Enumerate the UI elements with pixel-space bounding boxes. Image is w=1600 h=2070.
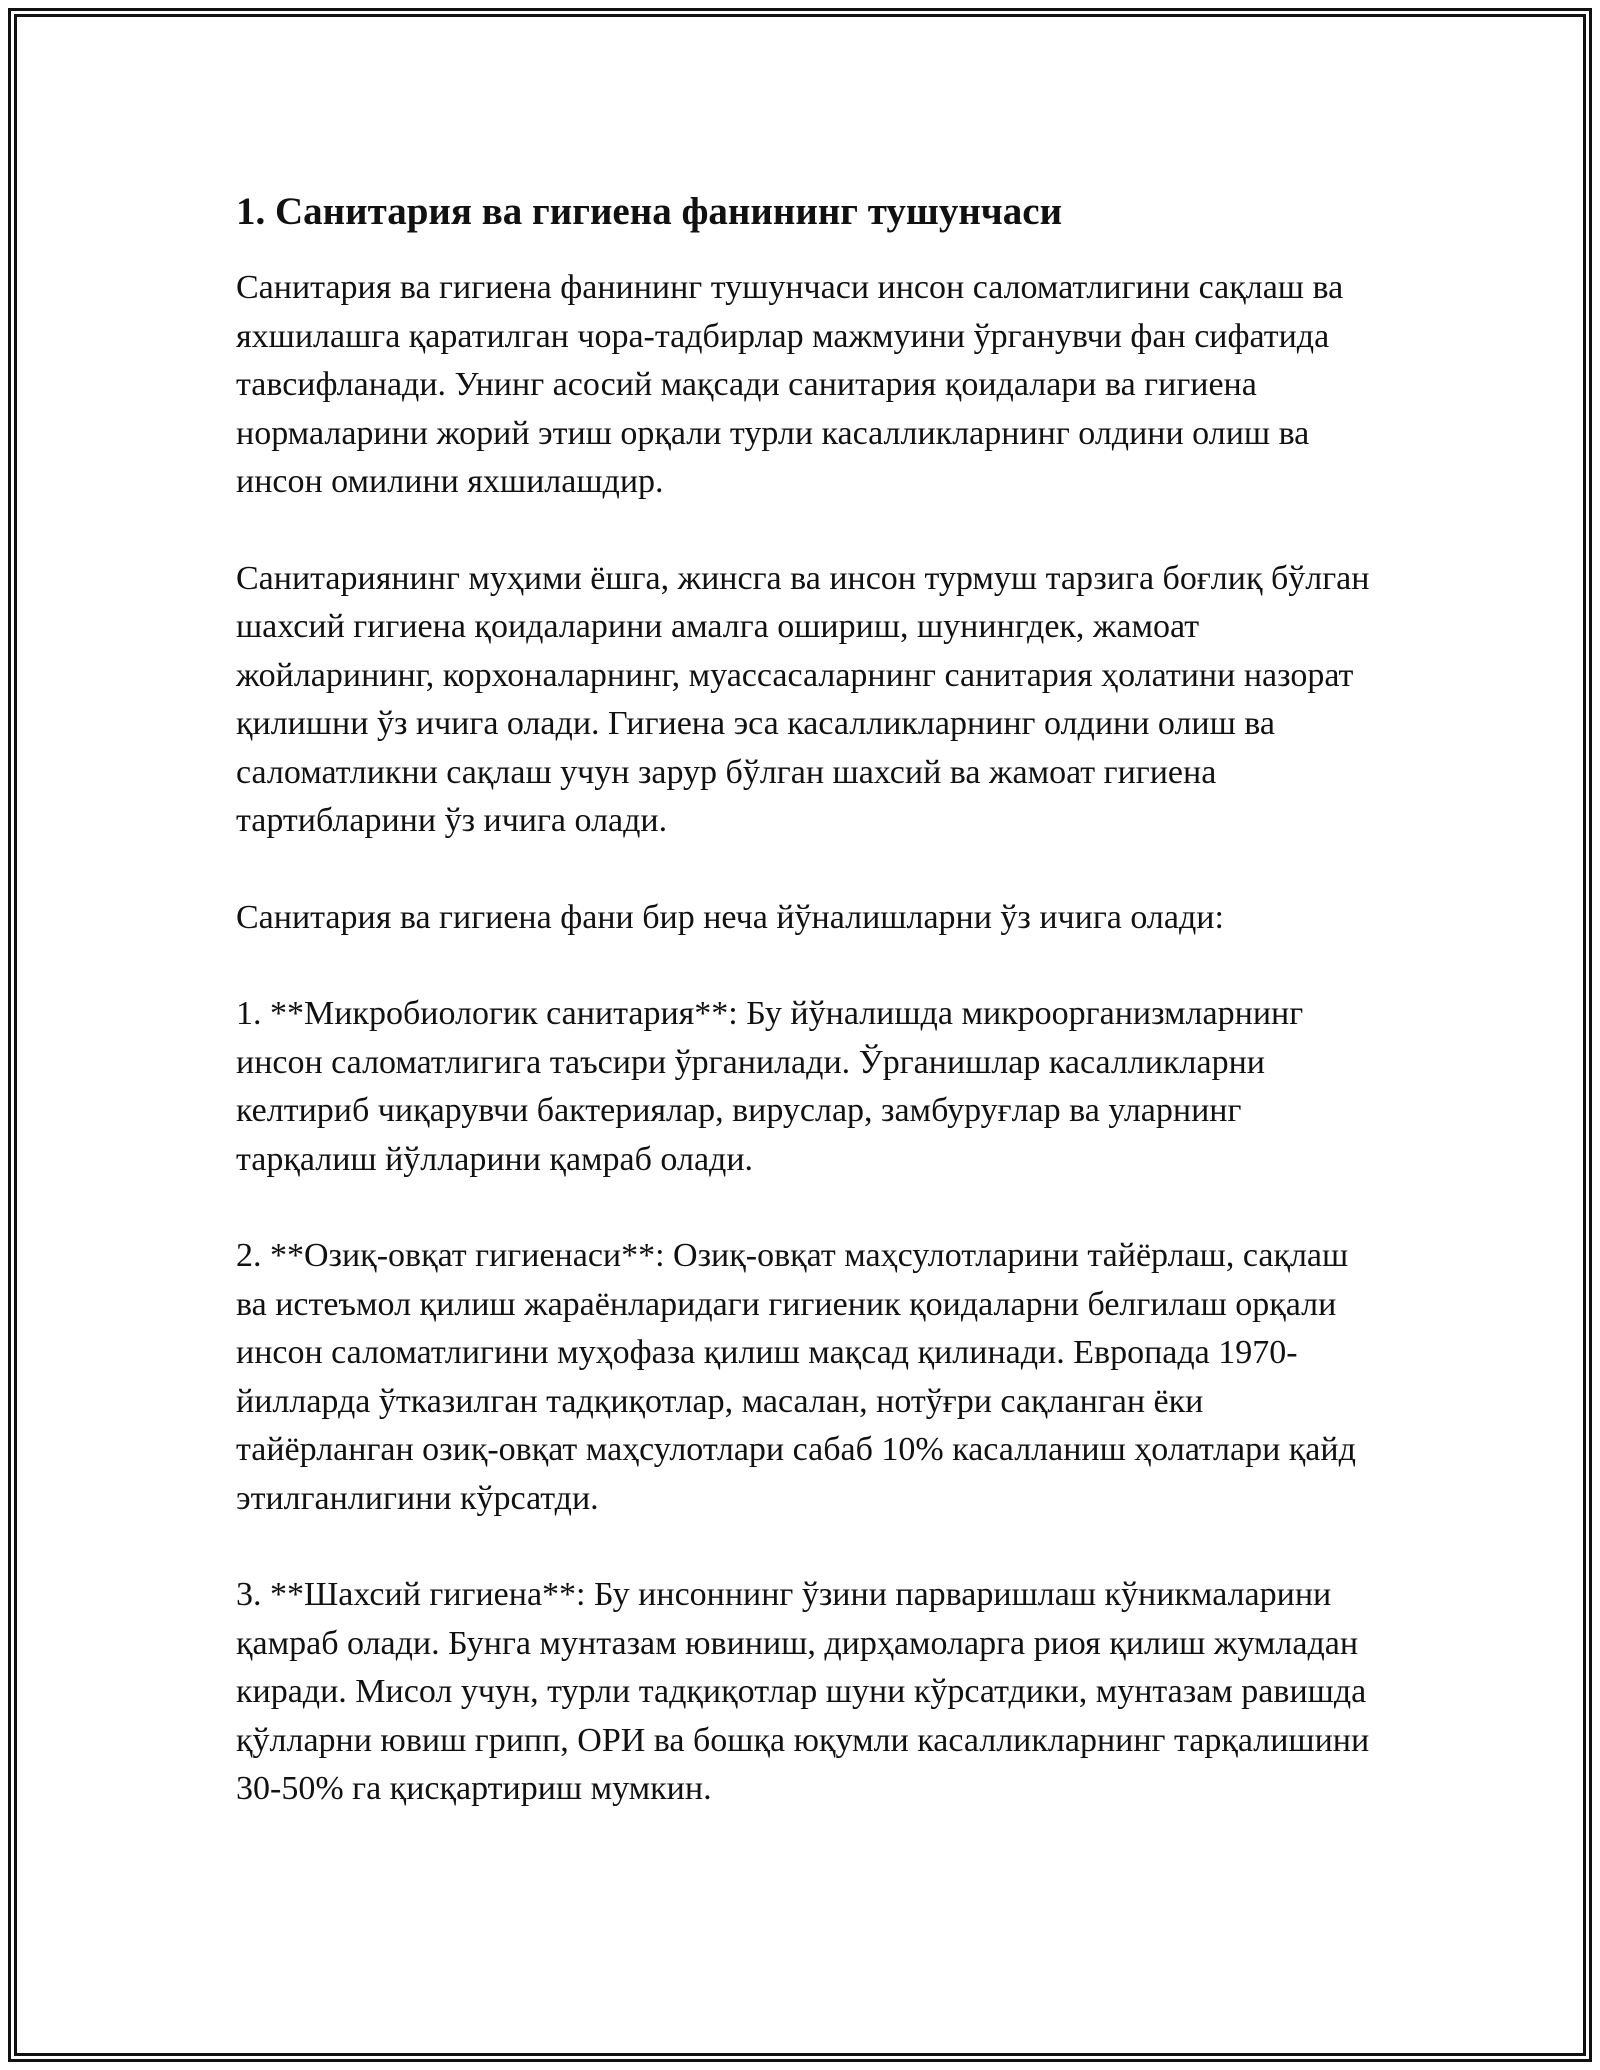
paragraph-sanitation-scope: Санитариянинг муҳими ёшга, жинсга ва инсон турмуш тарзига боғлиқ бўлган шахсий гигиена қоидаларини амалга ошириш, шунингдек, жамоат жойларининг, корхоналарнинг, муассасаларнинг санитария ҳолатини назорат қилишни ўз ичига олади. Гигиена эса касалликларнинг олдини олиш ва саломатликни сақлаш учун зарур бўлган шахсий ва жамоат гигиена тартибларини ўз ичига олади. (236, 559, 1370, 839)
paragraph-definition: Санитария ва гигиена фанининг тушунчаси инсон саломатлигини сақлаш ва яхшилашга қаратилган чора-тадбирлар мажмуини ўрганувчи фан сифатида тавсифланади. Унинг асосий мақсади санитария қоидалари ва гигиена нормаларини жорий этиш орқали турли касалликларнинг олдини олиш ва инсон омилини яхшилашдир. (236, 269, 1344, 500)
list-item-microbiological: 1. **Микробиологик санитария**: Бу йўналишда микроорганизмларнинг инсон саломатлигига таъсири ўрганилади. Ўрганишлар касалликларни келтириб чиқарувчи бактериялар, вируслар, замбуруғлар ва уларнинг тарқалиш йўлларини қамраб олади. (236, 995, 1304, 1178)
section-heading: 1. Санитария ва гигиена фанининг тушунчаси (236, 190, 1063, 233)
list-item-personal-hygiene: 3. **Шахсий гигиена**: Бу инсоннинг ўзини парваришлаш кўникмаларини қамраб олади. Бунга мунтазам ювиниш, дирҳамоларга риоя қилиш жумладан киради. Мисол учун, турли тадқиқотлар шуни кўрсатдики, мунтазам равишда қўлларни ювиш грипп, ОРИ ва бошқа юқумли касалликларнинг тарқалишини 30-50% га қисқартириш мумкин. (236, 1576, 1370, 1807)
document-body (236, 186, 1376, 1862)
paragraph-directions-intro: Санитария ва гигиена фани бир неча йўналишларни ўз ичига олади: (236, 898, 1224, 936)
list-item-food-hygiene: 2. **Озиқ-овқат гигиенаси**: Озиқ-овқат маҳсулотларини тайёрлаш, сақлаш ва истеъмол қилиш жараёнларидаги гигиеник қоидаларни белгилаш орқали инсон саломатлигини муҳофаза қилиш мақсад қилинади. Европада 1970-йилларда ўтказилган тадқиқотлар, масалан, нотўғри сақланган ёки тайёрланган озиқ-овқат маҳсулотлари сабаб 10% касалланиш ҳолатлари қайд этилганлигини кўрсатди. (236, 1237, 1356, 1517)
